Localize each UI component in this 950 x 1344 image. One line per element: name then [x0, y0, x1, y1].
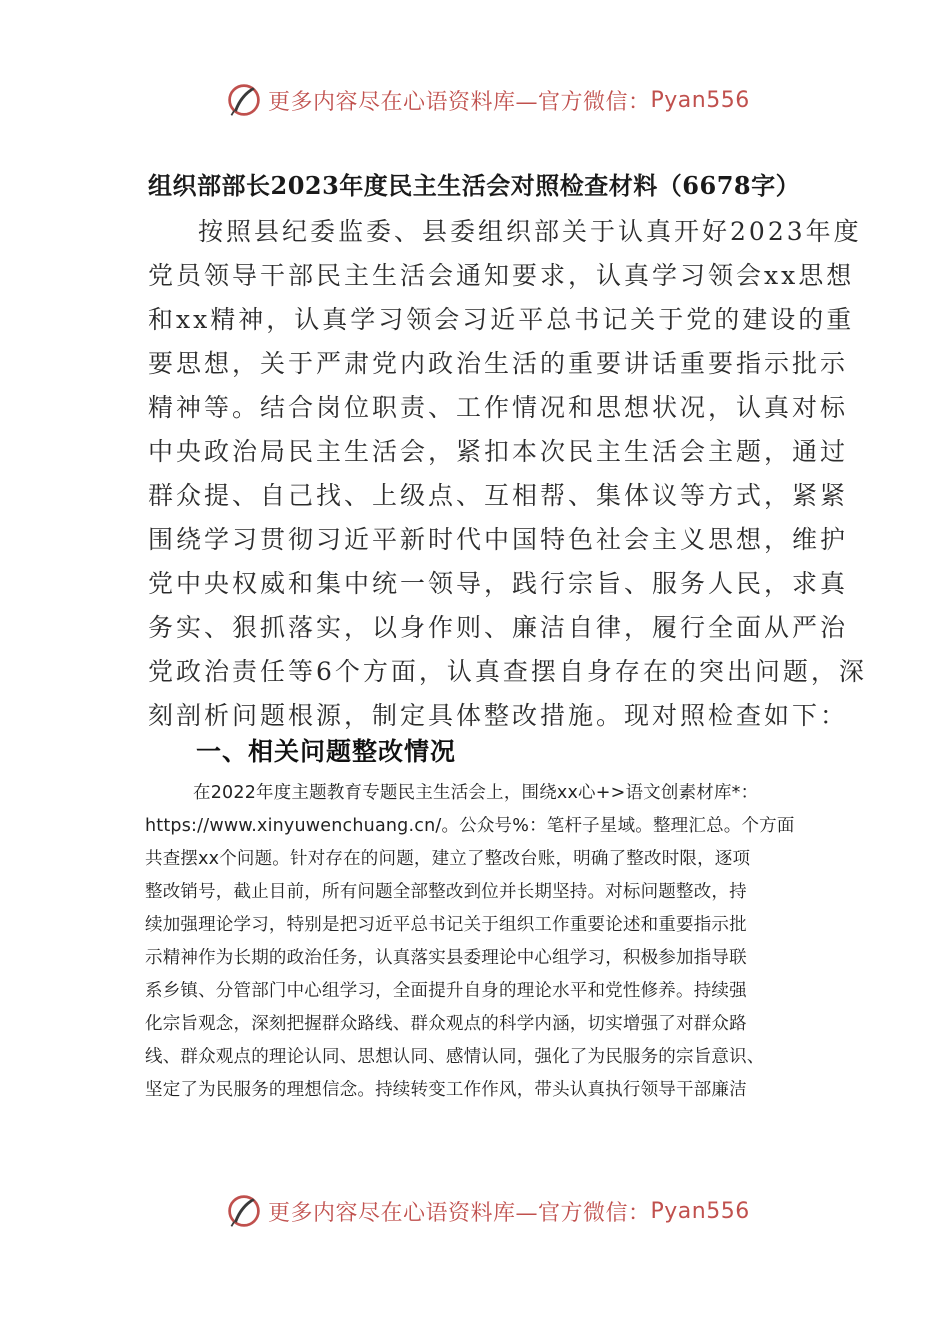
paragraph-line: 在2022年度主题教育专题民主生活会上，围绕xx心+>语文创素材库*：	[193, 783, 759, 803]
paragraph-line: 按照县纪委监委、县委组织部关于认真开好2023年度	[198, 217, 862, 246]
paragraph-line: 刻剖析问题根源，制定具体整改措施。现对照检查如下：	[148, 701, 849, 730]
paragraph-line: 化宗旨观念，深刻把握群众路线、群众观点的科学内涵，切实增强了对群众路	[145, 1014, 747, 1034]
paragraph-line: 和xx精神，认真学习领会习近平总书记关于党的建设的重	[148, 305, 855, 334]
watermark-text: 更多内容尽在心语资料库—官方微信：	[268, 89, 651, 115]
paragraph-line: 共查摆xx个问题。针对存在的问题，建立了整改台账，明确了整改时限，逐项	[145, 849, 751, 869]
document-title: 组织部部长2023年度民主生活会对照检查材料（6678字）	[148, 171, 801, 200]
wechat-id: Pyan556	[650, 1198, 750, 1224]
paragraph-line: 续加强理论学习，特别是把习近平总书记关于组织工作重要论述和重要指示批	[145, 915, 747, 935]
paragraph-line: 坚定了为民服务的理想信念。持续转变工作作风，带头认真执行领导干部廉洁	[145, 1080, 747, 1100]
paragraph-line: 党政治责任等6个方面，认真查摆自身存在的突出问题，深	[148, 657, 867, 686]
paragraph-line: https://www.xinyuwenchuang.cn/。公众号%：笔杆子星域。整理汇总。个方面	[145, 816, 795, 836]
paragraph-line: 围绕学习贯彻习近平新时代中国特色社会主义思想，维护	[148, 525, 849, 554]
watermark-banner-bottom	[226, 1191, 750, 1231]
paragraph-line: 线、群众观点的理论认同、思想认同、感情认同，强化了为民服务的宗旨意识、	[145, 1047, 765, 1067]
paragraph-line: 党中央权威和集中统一领导，践行宗旨、服务人民，求真	[148, 569, 849, 598]
watermark-text: 更多内容尽在心语资料库—官方微信：	[268, 1200, 651, 1226]
paragraph-line: 系乡镇、分管部门中心组学习，全面提升自身的理论水平和党性修养。持续强	[145, 981, 747, 1001]
intro-paragraph	[148, 210, 867, 738]
section-paragraph	[145, 777, 825, 1107]
paragraph-line: 要思想，关于严肃党内政治生活的重要讲话重要指示批示	[148, 349, 849, 378]
quill-pen-logo-icon	[226, 1193, 262, 1229]
section-heading: 一、相关问题整改情况	[196, 737, 457, 766]
paragraph-line: 精神等。结合岗位职责、工作情况和思想状况，认真对标	[148, 393, 849, 422]
wechat-id: Pyan556	[650, 87, 750, 113]
paragraph-line: 群众提、自己找、上级点、互相帮、集体议等方式，紧紧	[148, 481, 849, 510]
paragraph-line: 务实、狠抓落实，以身作则、廉洁自律，履行全面从严治	[148, 613, 849, 642]
paragraph-line: 示精神作为长期的政治任务，认真落实县委理论中心组学习，积极参加指导联	[145, 948, 747, 968]
paragraph-line: 中央政治局民主生活会，紧扣本次民主生活会主题，通过	[148, 437, 849, 466]
watermark-banner-top	[226, 80, 750, 120]
quill-pen-logo-icon	[226, 82, 262, 118]
paragraph-line: 整改销号，截止目前，所有问题全部整改到位并长期坚持。对标问题整改，持	[145, 882, 747, 902]
paragraph-line: 党员领导干部民主生活会通知要求，认真学习领会xx思想	[148, 261, 855, 290]
